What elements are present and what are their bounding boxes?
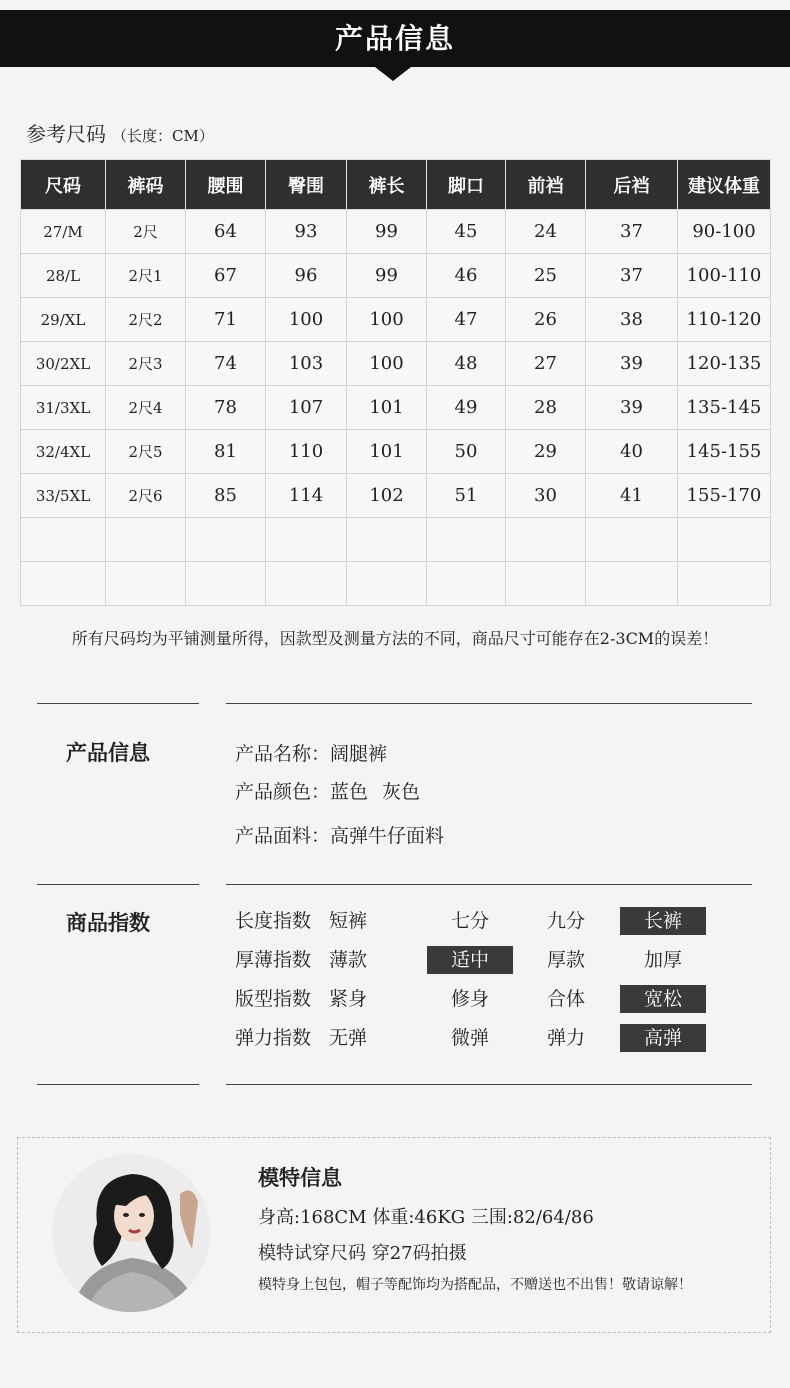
size-chart-row <box>21 342 771 386</box>
size-chart-column-header: 后裆 <box>586 160 678 210</box>
size-chart-cell <box>347 518 427 562</box>
product-fabric: 产品面料：高弹牛仔面料 <box>235 825 445 847</box>
size-chart-cell <box>186 518 266 562</box>
size-chart-cell <box>427 518 506 562</box>
index-option: 薄款 <box>328 949 367 971</box>
size-chart-column-header: 腰围 <box>186 160 266 210</box>
size-chart-cell: 101 <box>347 430 427 474</box>
size-chart-cell: 2尺 <box>106 210 186 254</box>
model-photo <box>52 1154 210 1312</box>
product-info-title: 产品信息 <box>66 740 150 765</box>
index-row-label: 长度指数 <box>235 910 312 932</box>
size-chart-cell: 114 <box>266 474 347 518</box>
size-chart-cell: 37 <box>586 210 678 254</box>
index-row-label: 厚薄指数 <box>235 949 312 971</box>
divider <box>226 1084 752 1085</box>
size-chart-column-header: 前裆 <box>506 160 586 210</box>
size-chart-cell <box>347 562 427 606</box>
product-index-title: 商品指数 <box>66 910 150 935</box>
size-chart-cell <box>106 518 186 562</box>
banner-title: 产品信息 <box>0 10 790 67</box>
size-chart-cell <box>586 562 678 606</box>
size-chart-cell: 135-145 <box>678 386 771 430</box>
size-chart-cell: 51 <box>427 474 506 518</box>
size-chart-cell: 29 <box>506 430 586 474</box>
divider <box>226 703 752 704</box>
product-color: 产品颜色：蓝色 灰色 <box>235 781 421 803</box>
size-chart-cell: 27/M <box>21 210 106 254</box>
divider <box>37 703 199 704</box>
model-disclaimer: 模特身上包包，帽子等配饰均为搭配品，不赠送也不出售！敬请谅解！ <box>258 1277 692 1293</box>
size-chart-cell <box>506 518 586 562</box>
size-chart-cell: 32/4XL <box>21 430 106 474</box>
size-chart-cell: 30 <box>506 474 586 518</box>
size-chart-cell: 28 <box>506 386 586 430</box>
divider <box>226 884 752 885</box>
size-chart-cell: 41 <box>586 474 678 518</box>
size-chart-cell: 103 <box>266 342 347 386</box>
size-chart-cell: 90-100 <box>678 210 771 254</box>
index-row-label: 版型指数 <box>235 988 312 1010</box>
size-chart-cell <box>21 518 106 562</box>
size-chart-cell: 47 <box>427 298 506 342</box>
size-chart-column-header: 脚口 <box>427 160 506 210</box>
size-chart-cell: 102 <box>347 474 427 518</box>
size-chart-cell <box>106 562 186 606</box>
size-chart-cell: 39 <box>586 342 678 386</box>
size-chart-cell: 25 <box>506 254 586 298</box>
size-chart-cell: 45 <box>427 210 506 254</box>
size-chart-cell: 27 <box>506 342 586 386</box>
size-chart-cell: 31/3XL <box>21 386 106 430</box>
size-chart-table <box>20 159 771 606</box>
size-chart-cell: 100-110 <box>678 254 771 298</box>
size-chart-row <box>21 386 771 430</box>
size-chart-cell: 99 <box>347 254 427 298</box>
size-chart-cell <box>186 562 266 606</box>
size-chart-column-header: 尺码 <box>21 160 106 210</box>
index-option: 无弹 <box>328 1027 367 1049</box>
size-chart-cell: 39 <box>586 386 678 430</box>
index-option: 加厚 <box>643 949 682 971</box>
size-chart-row <box>21 474 771 518</box>
size-chart-cell: 155-170 <box>678 474 771 518</box>
size-chart-cell: 100 <box>347 342 427 386</box>
size-chart-cell: 67 <box>186 254 266 298</box>
size-chart-cell <box>266 518 347 562</box>
size-chart-cell: 78 <box>186 386 266 430</box>
size-chart-cell: 81 <box>186 430 266 474</box>
size-chart-cell: 120-135 <box>678 342 771 386</box>
size-chart-cell <box>21 562 106 606</box>
size-chart-cell: 26 <box>506 298 586 342</box>
size-chart-heading: 参考尺码 （长度：CM） <box>26 122 214 146</box>
index-option: 合体 <box>546 988 585 1010</box>
size-chart-cell: 101 <box>347 386 427 430</box>
index-option: 微弹 <box>450 1027 489 1049</box>
size-chart-cell: 29/XL <box>21 298 106 342</box>
size-chart-cell: 46 <box>427 254 506 298</box>
size-chart-cell: 38 <box>586 298 678 342</box>
size-chart-cell: 28/L <box>21 254 106 298</box>
divider <box>37 884 199 885</box>
size-chart-cell: 99 <box>347 210 427 254</box>
size-chart-cell <box>678 518 771 562</box>
index-option: 七分 <box>450 910 489 932</box>
size-chart-cell: 2尺2 <box>106 298 186 342</box>
size-chart-cell: 48 <box>427 342 506 386</box>
index-option-selected: 高弹 <box>620 1024 706 1052</box>
size-chart-column-header: 裤码 <box>106 160 186 210</box>
index-option-selected: 宽松 <box>620 985 706 1013</box>
product-name: 产品名称：阔腿裤 <box>235 743 388 765</box>
size-chart-cell <box>586 518 678 562</box>
index-option-selected: 长裤 <box>620 907 706 935</box>
banner-arrow-icon <box>375 67 411 81</box>
size-chart-row <box>21 430 771 474</box>
index-option: 短裤 <box>328 910 367 932</box>
size-chart-column-header: 建议体重 <box>678 160 771 210</box>
size-chart-cell: 100 <box>266 298 347 342</box>
index-option: 修身 <box>450 988 489 1010</box>
index-option: 厚款 <box>546 949 585 971</box>
size-chart-cell: 2尺1 <box>106 254 186 298</box>
size-chart-column-header: 裤长 <box>347 160 427 210</box>
size-chart-cell: 110 <box>266 430 347 474</box>
size-chart-cell <box>427 562 506 606</box>
size-chart-cell: 110-120 <box>678 298 771 342</box>
size-chart-cell: 30/2XL <box>21 342 106 386</box>
size-chart-cell: 49 <box>427 386 506 430</box>
size-chart-cell: 145-155 <box>678 430 771 474</box>
size-chart-row <box>21 562 771 606</box>
size-chart-cell: 33/5XL <box>21 474 106 518</box>
size-chart-cell: 2尺3 <box>106 342 186 386</box>
size-chart-cell: 74 <box>186 342 266 386</box>
size-chart-cell: 100 <box>347 298 427 342</box>
size-chart-cell: 96 <box>266 254 347 298</box>
model-info-title: 模特信息 <box>258 1165 342 1190</box>
size-chart-cell <box>266 562 347 606</box>
size-chart-cell: 40 <box>586 430 678 474</box>
size-chart-row <box>21 298 771 342</box>
size-chart-cell: 37 <box>586 254 678 298</box>
size-chart-cell: 93 <box>266 210 347 254</box>
index-option: 九分 <box>546 910 585 932</box>
size-chart-cell: 85 <box>186 474 266 518</box>
size-chart-cell <box>506 562 586 606</box>
divider <box>37 1084 199 1085</box>
size-chart-row <box>21 254 771 298</box>
size-chart-cell: 24 <box>506 210 586 254</box>
size-chart-cell: 2尺4 <box>106 386 186 430</box>
size-chart-cell <box>678 562 771 606</box>
size-chart-header-row <box>21 160 771 210</box>
index-option-selected: 适中 <box>427 946 513 974</box>
model-fitting-size: 模特试穿尺码 穿27码拍摄 <box>258 1243 467 1264</box>
size-chart-cell: 2尺5 <box>106 430 186 474</box>
size-chart-cell: 50 <box>427 430 506 474</box>
size-chart-column-header: 臀围 <box>266 160 347 210</box>
size-chart-row <box>21 518 771 562</box>
index-row-label: 弹力指数 <box>235 1027 312 1049</box>
size-chart-cell: 2尺6 <box>106 474 186 518</box>
measurement-note: 所有尺码均为平铺测量所得，因款型及测量方法的不同，商品尺寸可能存在2-3CM的误差！ <box>71 629 719 648</box>
model-stats: 身高:168CM 体重:46KG 三围:82/64/86 <box>258 1207 594 1228</box>
size-chart-row <box>21 210 771 254</box>
size-chart-cell: 71 <box>186 298 266 342</box>
size-chart-cell: 64 <box>186 210 266 254</box>
index-option: 紧身 <box>328 988 367 1010</box>
index-option: 弹力 <box>546 1027 585 1049</box>
size-chart-cell: 107 <box>266 386 347 430</box>
